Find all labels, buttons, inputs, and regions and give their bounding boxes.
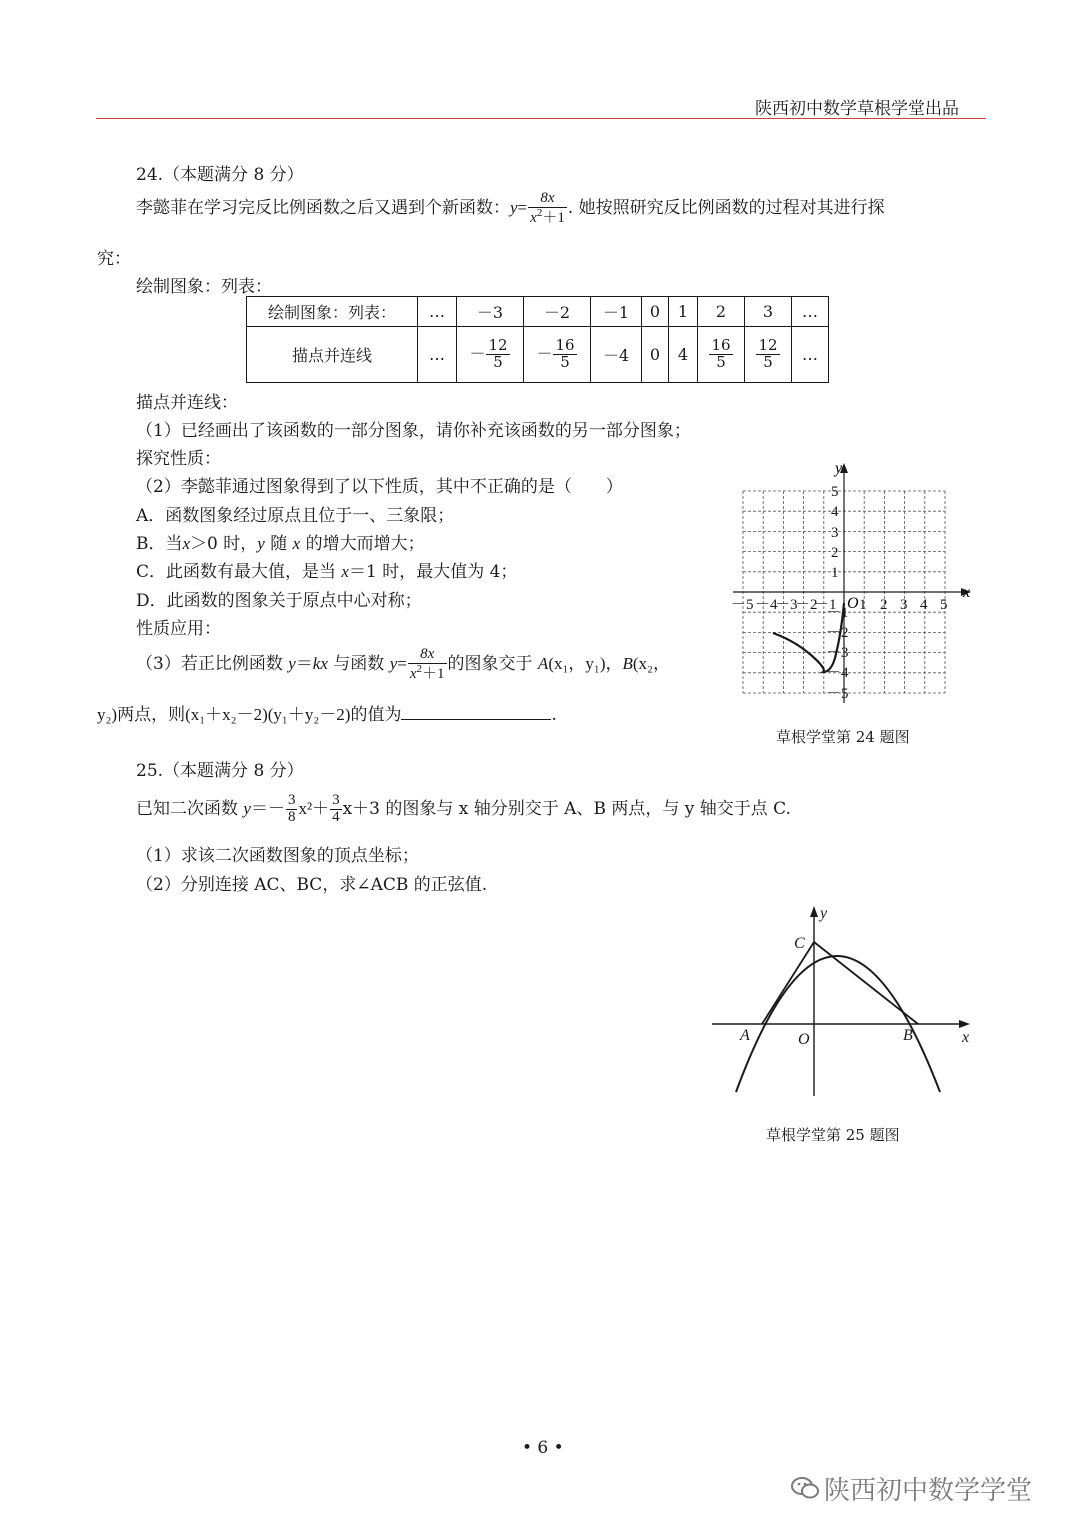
- header-title: 陕西初中数学草根学堂出品: [755, 99, 959, 119]
- table-row1-header: 绘制图象：列表：: [247, 297, 418, 327]
- q24-intro: [136, 188, 885, 228]
- x-tick-label: 4: [920, 597, 928, 613]
- y-tick-label: －5: [826, 686, 849, 702]
- q24-intro-y: y: [510, 198, 518, 217]
- table-cell-y: 4: [669, 327, 698, 383]
- table-cell-x: －1: [591, 297, 642, 327]
- page-number: • 6 •: [522, 1438, 564, 1458]
- x-axis-arrow-icon: [959, 1020, 970, 1028]
- y-tick-label: 1: [831, 565, 839, 581]
- table-cell-x: 1: [669, 297, 698, 327]
- q25-part1: （1）求该二次函数图象的顶点坐标；: [136, 846, 419, 866]
- answer-blank[interactable]: [401, 703, 551, 720]
- segment-ac: [762, 942, 814, 1024]
- q24-fraction-numerator: 8x: [528, 191, 567, 208]
- y-tick-label: －3: [826, 645, 849, 661]
- y-tick-label: 3: [831, 525, 839, 541]
- q24-part3-line2: y₂)两点，则(x₁＋x₂－2)(y₁＋y₂－2)的值为 .: [97, 705, 557, 725]
- table-cell-y: …: [418, 327, 457, 383]
- table-row-y: [247, 327, 829, 383]
- header-divider: [96, 118, 986, 119]
- q25-x-label: x: [962, 1029, 970, 1046]
- table-cell-y: － $\frac{12}{5}$: [457, 327, 524, 383]
- x-tick-label: 3: [900, 597, 908, 613]
- wechat-icon: [790, 1475, 820, 1508]
- y-tick-label: －2: [826, 625, 849, 641]
- x-tick-label: 1: [859, 597, 867, 613]
- q24-y-axis-label: y: [835, 460, 843, 477]
- table-cell-x: －2: [524, 297, 591, 327]
- q24-option-b: B．当x＞0 时，y 随 x 的增大而增大；: [136, 534, 425, 554]
- q24-option-c: C．此函数有最大值，是当 x＝1 时，最大值为 4；: [136, 562, 518, 582]
- table-cell-x: 3: [745, 297, 792, 327]
- table-cell-y: －4: [591, 327, 642, 383]
- table-row-x: [247, 297, 829, 327]
- table-row2-header: 描点并连线: [247, 327, 418, 383]
- q25-heading: 25.（本题满分 8 分）: [136, 761, 304, 781]
- watermark: 陕西初中数学学堂: [790, 1470, 1032, 1508]
- y-axis-arrow-icon: [810, 906, 818, 917]
- q24-part2: （2）李懿菲通过图象得到了以下性质，其中不正确的是（ ）: [136, 477, 623, 497]
- q24-plot-label: 描点并连线：: [136, 393, 238, 413]
- table-cell-x: －3: [457, 297, 524, 327]
- table-cell-x: 0: [642, 297, 669, 327]
- segment-bc: [814, 942, 918, 1024]
- q24-draw-label: 绘制图象：列表：: [136, 277, 272, 297]
- point-c-label: C: [794, 935, 805, 952]
- table-cell-x: 2: [698, 297, 745, 327]
- table-cell-y: 0: [642, 327, 669, 383]
- q24-graph: [725, 455, 980, 715]
- q25-graph: [700, 900, 985, 1100]
- q24-part3-fraction: $\frac{8x}{x^2+1}$: [409, 645, 445, 682]
- q25-y-label: y: [820, 905, 828, 922]
- q25-stem: 已知二次函数 y＝－ $\frac{3}{8}$ x²＋ $\frac{3}{4}$ x＋3 的图象与 x 轴分别交于 A、B 两点，与 y 轴交于点 C.: [136, 792, 791, 825]
- q24-x-axis-label: x: [963, 584, 971, 601]
- y-tick-label: 4: [831, 504, 839, 520]
- y-tick-label: 5: [831, 484, 839, 500]
- q25-fraction-1: $\frac{3}{8}$: [287, 792, 296, 825]
- table-cell-y: $\frac{16}{5}$: [698, 327, 745, 383]
- y-tick-label: －1: [826, 605, 849, 621]
- q25-figure-caption: 草根学堂第 25 题图: [766, 1126, 900, 1144]
- q24-origin-label: O: [847, 595, 859, 612]
- q25-part2: （2）分别连接 AC、BC，求∠ACB 的正弦值.: [136, 875, 488, 895]
- q24-option-d: D．此函数的图象关于原点中心对称；: [136, 591, 422, 611]
- x-tick-label: －4: [755, 597, 778, 613]
- q24-function-fraction: [528, 191, 567, 227]
- q24-value-table: [246, 296, 829, 383]
- table-cell-y: － $\frac{16}{5}$: [524, 327, 591, 383]
- table-cell-y: $\frac{12}{5}$: [745, 327, 792, 383]
- x-tick-label: －1: [814, 597, 837, 613]
- q24-part3: （3）若正比例函数 y＝kx 与函数 y= $\frac{8x}{x^2+1}$ 的图象交于 A(x₁，y₁)，B(x₂，: [136, 645, 670, 682]
- point-a-label: A: [740, 1027, 750, 1044]
- y-tick-label: －4: [826, 665, 849, 681]
- q25-fraction-2: $\frac{3}{4}$: [332, 792, 340, 825]
- table-cell-x: …: [418, 297, 457, 327]
- q24-heading: 24.（本题满分 8 分）: [136, 165, 304, 185]
- point-b-label: B: [903, 1027, 913, 1044]
- x-tick-label: －3: [775, 597, 798, 613]
- x-tick-label: 2: [880, 597, 888, 613]
- q24-fraction-denominator: $x^2+1$: [530, 206, 565, 226]
- x-tick-label: －2: [795, 597, 818, 613]
- q24-part1: （1）已经画出了该函数的一部分图象，请你补充该函数的另一部分图象；: [136, 421, 691, 441]
- y-tick-label: 2: [831, 545, 839, 561]
- x-tick-label: 5: [940, 597, 948, 613]
- table-cell-y: …: [792, 327, 829, 383]
- q24-intro-b: . 她按照研究反比例函数的过程对其进行探: [567, 198, 885, 218]
- q24-explore-label: 探究性质：: [136, 449, 221, 469]
- q24-intro-a: 李懿菲在学习完反比例函数之后又遇到个新函数：: [136, 198, 510, 218]
- table-cell-x: …: [792, 297, 829, 327]
- x-tick-label: －5: [731, 597, 754, 613]
- q24-figure-caption: 草根学堂第 24 题图: [776, 728, 910, 746]
- q24-option-a: A．函数图象经过原点且位于一、三象限；: [136, 506, 455, 526]
- q24-intro-c: 究：: [97, 249, 131, 269]
- q24-intro-eq: =: [517, 198, 528, 217]
- origin-label: O: [798, 1031, 810, 1048]
- q24-apply-label: 性质应用：: [136, 619, 221, 639]
